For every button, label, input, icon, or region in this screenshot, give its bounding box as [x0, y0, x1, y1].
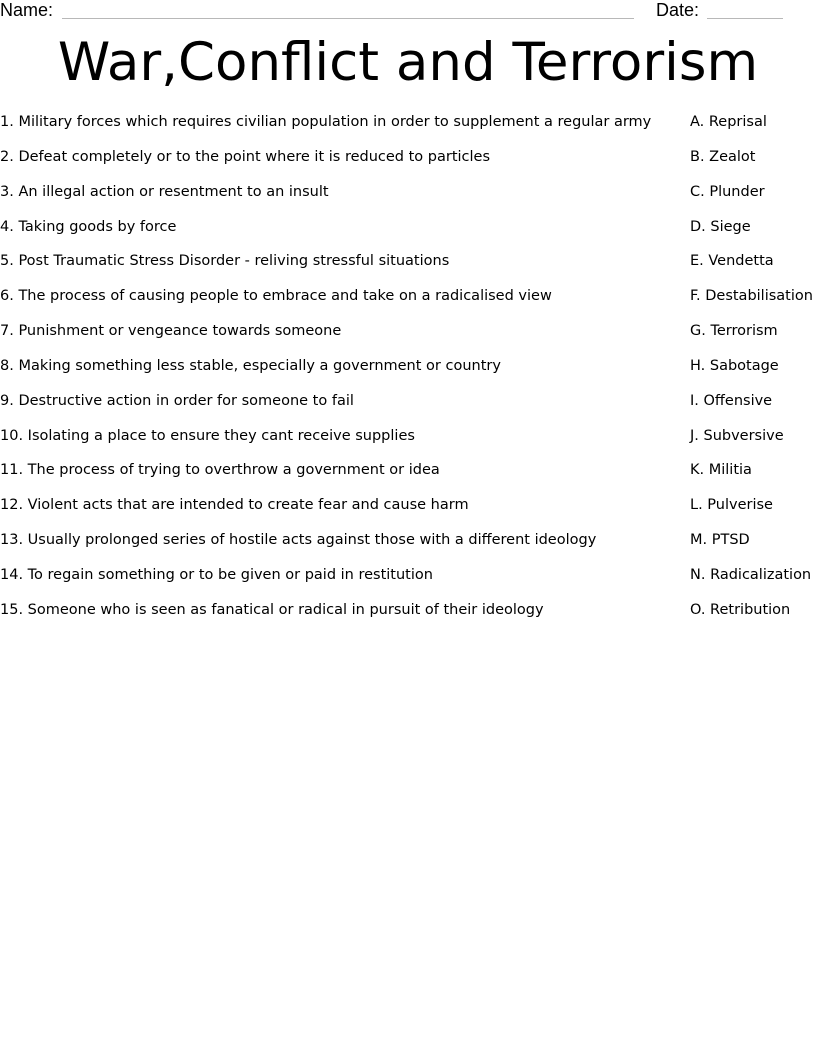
- clue-text: 8. Making something less stable, especially a government or country: [0, 357, 501, 374]
- answer-option: L. Pulverise: [690, 497, 773, 514]
- answer-option: M. PTSD: [690, 532, 750, 549]
- clue-text: 15. Someone who is seen as fanatical or radical in pursuit of their ideology: [0, 601, 544, 618]
- answer-option: F. Destabilisation: [690, 288, 813, 305]
- matching-row: [0, 250, 816, 285]
- matching-row: [0, 285, 816, 320]
- answer-option: O. Retribution: [690, 601, 791, 618]
- worksheet-header: [0, 0, 816, 24]
- matching-row: [0, 216, 816, 251]
- matching-row: [0, 459, 816, 494]
- answer-option: N. Radicalization: [690, 566, 812, 583]
- clue-text: 14. To regain something or to be given or paid in restitution: [0, 566, 433, 583]
- matching-row: [0, 599, 816, 634]
- clue-text: 10. Isolating a place to ensure they cant receive supplies: [0, 427, 415, 444]
- clue-text: 7. Punishment or vengeance towards someone: [0, 323, 342, 340]
- answer-option: H. Sabotage: [690, 357, 779, 374]
- matching-row: [0, 529, 816, 564]
- matching-row: [0, 494, 816, 529]
- date-label: Date:: [656, 0, 700, 20]
- matching-row: [0, 564, 816, 599]
- clue-text: 13. Usually prolonged series of hostile acts against those with a different ideology: [0, 532, 597, 549]
- name-label: Name:: [0, 0, 54, 20]
- matching-row: [0, 181, 816, 216]
- answer-option: A. Reprisal: [690, 114, 767, 130]
- matching-row: [0, 390, 816, 425]
- matching-row: [0, 355, 816, 390]
- answer-option: I. Offensive: [690, 392, 773, 409]
- matching-row: [0, 146, 816, 181]
- answer-option: C. Plunder: [690, 183, 765, 200]
- answer-option: K. Militia: [690, 462, 752, 479]
- answer-option: B. Zealot: [690, 148, 756, 165]
- clue-text: 3. An illegal action or resentment to an insult: [0, 183, 329, 200]
- answer-option: D. Siege: [690, 218, 751, 235]
- clue-text: 2. Defeat completely or to the point where it is reduced to particles: [0, 148, 491, 165]
- clue-text: 9. Destructive action in order for someone to fail: [0, 392, 354, 409]
- clue-text: 6. The process of causing people to embrace and take on a radicalised view: [0, 288, 552, 305]
- answer-option: G. Terrorism: [690, 323, 778, 340]
- matching-row: [0, 111, 816, 146]
- answer-option: E. Vendetta: [690, 253, 774, 270]
- clue-text: 5. Post Traumatic Stress Disorder - reliving stressful situations: [0, 253, 450, 270]
- clue-text: 11. The process of trying to overthrow a government or idea: [0, 462, 440, 479]
- clue-text: 12. Violent acts that are intended to create fear and cause harm: [0, 497, 469, 514]
- matching-row: [0, 425, 816, 460]
- answer-option: J. Subversive: [690, 427, 784, 444]
- name-blank-line: [62, 18, 634, 19]
- matching-row: [0, 320, 816, 355]
- matching-list: [0, 111, 816, 634]
- date-blank-line: [707, 18, 783, 19]
- clue-text: 4. Taking goods by force: [0, 218, 177, 235]
- clue-text: 1. Military forces which requires civilian population in order to supplement a regular army: [0, 114, 652, 130]
- worksheet-title: War,Conflict and Terrorism: [57, 32, 759, 93]
